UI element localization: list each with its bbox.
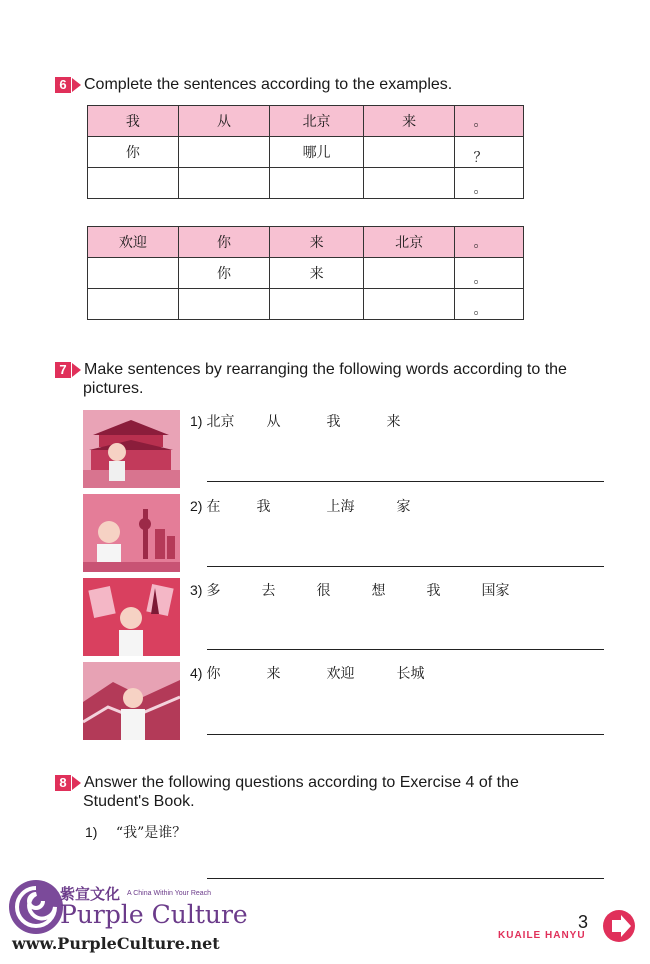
- exercise-6-table-2: [87, 226, 524, 320]
- exercise-6-table-1: [87, 105, 524, 199]
- table-cell: 。: [455, 106, 524, 137]
- table-cell: 。: [455, 227, 524, 258]
- word: 我: [256, 499, 271, 515]
- page-number: 3: [578, 912, 589, 932]
- answer-line[interactable]: [207, 481, 604, 482]
- exercise-number-badge: 8: [55, 775, 71, 791]
- exercise-7-instruction-line-1: Make sentences by rearranging the following words according to the: [84, 361, 567, 378]
- answer-line[interactable]: [207, 734, 604, 735]
- word: 欢迎: [326, 666, 355, 682]
- exercise-7-instruction-line-2: pictures.: [83, 380, 144, 397]
- table-cell[interactable]: [270, 168, 364, 199]
- table-cell[interactable]: [88, 168, 179, 199]
- countries-picture: [83, 578, 180, 656]
- watermark-brand: Purple Culture: [60, 900, 248, 929]
- word: 我: [326, 414, 341, 430]
- word-list-4: [190, 663, 424, 683]
- table-cell: 哪儿: [270, 137, 364, 168]
- arrow-icon: [72, 78, 81, 92]
- item-number: 1): [190, 413, 203, 429]
- exercise-8-instruction-line-2: Student's Book.: [83, 793, 195, 810]
- item-number: 2): [190, 498, 203, 514]
- table-cell[interactable]: [178, 289, 270, 320]
- word-list-2: [190, 496, 410, 516]
- word: 北京: [206, 414, 235, 430]
- word: 很: [316, 583, 331, 599]
- word: 国家: [481, 583, 510, 599]
- table-cell[interactable]: [178, 168, 270, 199]
- table-cell[interactable]: [88, 258, 179, 289]
- table-cell: 从: [178, 106, 270, 137]
- table-cell: 我: [88, 106, 179, 137]
- table-cell: 你: [178, 258, 270, 289]
- exercise-number-badge: 6: [55, 77, 71, 93]
- table-cell[interactable]: [270, 289, 364, 320]
- table-cell: 你: [178, 227, 270, 258]
- table-cell: 北京: [363, 227, 455, 258]
- table-cell[interactable]: [363, 258, 455, 289]
- next-arrow-icon: [601, 908, 637, 944]
- exercise-number-badge: 7: [55, 362, 71, 378]
- table-row: [88, 289, 524, 320]
- watermark-tagline: A China Within Your Reach: [127, 890, 212, 897]
- table-cell: 来: [270, 227, 364, 258]
- table-cell: 。: [455, 168, 524, 199]
- word: 在: [206, 499, 221, 515]
- table-cell[interactable]: [363, 289, 455, 320]
- word: 上海: [326, 499, 355, 515]
- arrow-icon: [72, 776, 81, 790]
- table-cell: 来: [363, 106, 455, 137]
- exercise-6-instruction: Complete the sentences according to the examples.: [84, 76, 453, 93]
- question-1: [85, 822, 186, 842]
- table-cell: 。: [455, 289, 524, 320]
- answer-line[interactable]: [207, 566, 604, 567]
- word: 从: [266, 414, 281, 430]
- table-cell[interactable]: [363, 137, 455, 168]
- watermark-url: www.PurpleCulture.net: [12, 934, 220, 953]
- word: 来: [386, 414, 401, 430]
- exercise-8-heading: [55, 773, 615, 811]
- great-wall-picture: [83, 662, 180, 740]
- table-cell: 。: [455, 258, 524, 289]
- table-header-row: [88, 106, 524, 137]
- exercise-6-heading: [55, 75, 452, 94]
- watermark-chinese: 紫宣文化: [60, 885, 121, 903]
- exercise-7-heading: [55, 360, 615, 398]
- item-number: 4): [190, 665, 203, 681]
- word: 长城: [396, 666, 425, 682]
- word: 去: [261, 583, 276, 599]
- table-cell[interactable]: [363, 168, 455, 199]
- table-row: [88, 258, 524, 289]
- table-cell[interactable]: [178, 137, 270, 168]
- table-cell[interactable]: [88, 289, 179, 320]
- word: 你: [206, 666, 221, 682]
- table-cell: 来: [270, 258, 364, 289]
- word: 来: [266, 666, 281, 682]
- word: 多: [206, 583, 221, 599]
- word: 家: [396, 499, 411, 515]
- question-1-text: “我”是谁？: [115, 825, 187, 841]
- table-cell: ？: [455, 137, 524, 168]
- table-cell: 你: [88, 137, 179, 168]
- word-list-3: [190, 580, 509, 600]
- item-number: 3): [190, 582, 203, 598]
- table-row: [88, 168, 524, 199]
- table-row: [88, 137, 524, 168]
- shanghai-picture: [83, 494, 180, 572]
- word-list-1: [190, 411, 400, 431]
- series-name: KUAILE HANYU: [498, 930, 586, 941]
- arrow-icon: [72, 363, 81, 377]
- tiananmen-picture: [83, 410, 180, 488]
- answer-line[interactable]: [207, 878, 604, 879]
- word: 我: [426, 583, 441, 599]
- table-cell: 北京: [270, 106, 364, 137]
- question-1-number: 1): [85, 824, 98, 840]
- exercise-8-instruction-line-1: Answer the following questions according to Exercise 4 of the: [84, 774, 519, 791]
- purple-culture-logo: [7, 878, 65, 936]
- answer-line[interactable]: [207, 649, 604, 650]
- table-header-row: [88, 227, 524, 258]
- table-cell: 欢迎: [88, 227, 179, 258]
- word: 想: [371, 583, 386, 599]
